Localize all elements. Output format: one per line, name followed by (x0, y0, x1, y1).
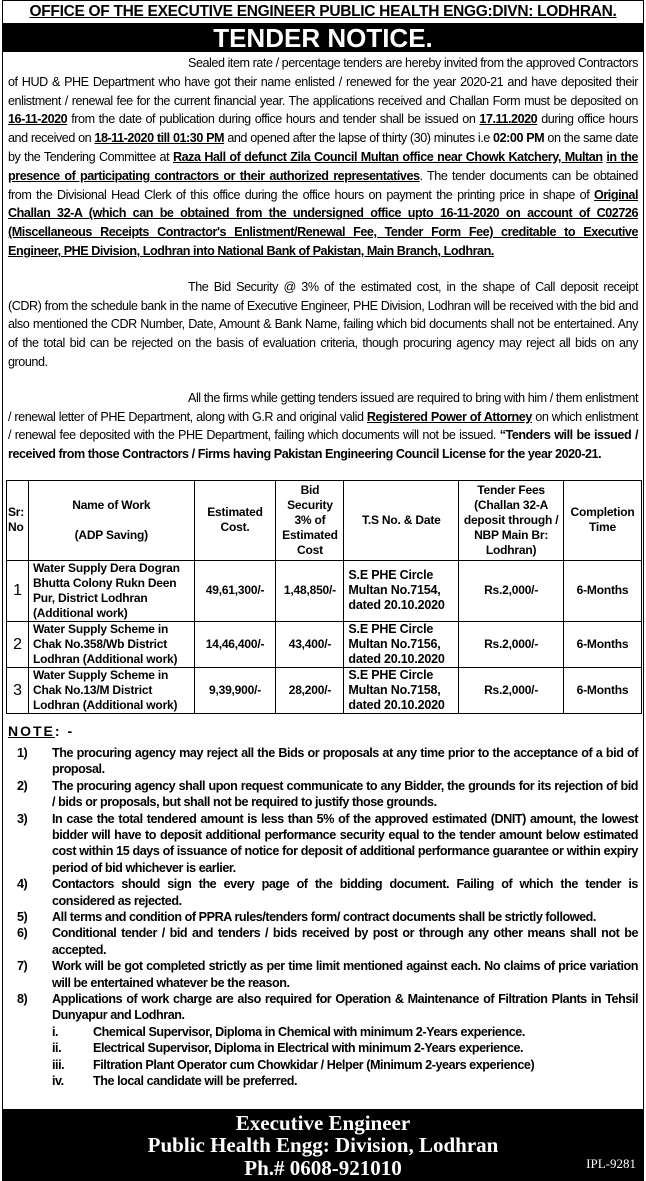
sub-item (52, 1040, 638, 1056)
note-number: 8) (17, 992, 28, 1007)
note-text: The procuring agency shall upon request communicate to any Bidder, the grounds for its rejection of bid / bids or proposals, but shall not be required to justify those grounds. (52, 778, 638, 810)
table-cell: 6-Months (564, 667, 642, 713)
note-text: The procuring agency may reject all the Bids or proposals at any time prior to the acceptance of a bid of proposal. (52, 745, 638, 777)
ad-code: IPL-9281 (586, 1155, 636, 1171)
note-text: Work will be got completed strictly as per time limit mentioned against each. No claims of price variation will be entertained whatever be the reason. (52, 959, 638, 990)
paragraph-text: Raza Hall of defunct Zila Council Multan office near Chowk Katchery, Multan (172, 149, 603, 164)
note-item (17, 909, 638, 925)
note-item (17, 778, 638, 811)
paragraph-text: Sealed item rate / percentage tenders are hereby invited from the approved Contractors of HUD & PHE Department who have got their name enlisted / renewed for the year 2020-21 and have deposited their enlistment / renewal fee for the current financial year. The applications received and Challan Form must be deposited on (8, 56, 638, 108)
column-header: Sr: No (7, 480, 29, 560)
note-item (17, 811, 638, 877)
column-header: Completion Time (564, 480, 642, 560)
sub-number: iii. (52, 1057, 65, 1072)
note-item (17, 991, 638, 1024)
sub-text: The local candidate will be preferred. (93, 1074, 298, 1089)
paragraph-text: and opened after the lapse of thirty (30) minutes i.e (224, 131, 494, 146)
table-cell: Water Supply Dera Dogran Bhutta Colony Rukn Deen Pur, District Lodhran (Additional work) (28, 560, 194, 621)
paragraph-text: in the presence of participating contractors or their authorized representatives (8, 149, 638, 183)
table-cell: 14,46,400/- (194, 621, 276, 667)
note-suffix: : - (54, 722, 75, 739)
note-number: 1) (17, 745, 28, 760)
table-cell: 6-Months (564, 560, 642, 621)
sub-number: iv. (52, 1074, 64, 1089)
notes-list (17, 745, 638, 1090)
table-cell: 43,400/- (276, 621, 344, 667)
column-header: T.S No. & Date (344, 480, 459, 560)
table-cell: 49,61,300/- (194, 560, 276, 621)
signatory-office: Public Health Engg: Division, Lodhran (147, 1133, 499, 1157)
column-header: Tender Fees (Challan 32-A deposit through / NBP Main Br: Lodhran) (459, 480, 564, 560)
note-number: 6) (17, 926, 28, 941)
note-number: 7) (17, 959, 28, 974)
table-cell: Rs.2,000/- (459, 621, 564, 667)
note-text: Conditional tender / bid and tenders / bids received by post or through any other means shall not be accepted. (52, 926, 638, 957)
paragraph-text: on which enlistment / renewal fee deposited with the PHE Department, failing which documents will not be issued. (8, 409, 638, 443)
note-item (17, 925, 638, 958)
note-number: 3) (17, 811, 28, 826)
note-item (17, 876, 638, 909)
table-row (7, 560, 642, 621)
paragraph-text: 02:00 PM (493, 131, 545, 146)
note-text: Applications of work charge are also required for Operation & Maintenance of Filtration Plants in Tehsil Dunyapur and Lodhran. (52, 992, 638, 1023)
sub-text: Electrical Supervisor, Diploma in Electrical with minimum 2-Years experience. (93, 1041, 524, 1056)
note-number: 2) (17, 778, 28, 793)
note-number: 5) (17, 910, 28, 924)
table-cell: Water Supply Scheme in Chak No.13/M District Lodhran (Additional work) (28, 667, 194, 713)
paragraph (3, 54, 643, 261)
sub-text: Filtration Plant Operator cum Chowkidar / Helper (Minimum 2-years experience) (93, 1057, 535, 1072)
sub-item (52, 1057, 638, 1073)
sub-text: Chemical Supervisor, Diploma in Chemical with minimum 2-Years experience. (93, 1024, 525, 1039)
signatory-title: Executive Engineer (235, 1110, 411, 1135)
table-cell: Rs.2,000/- (459, 667, 564, 713)
signature-block (2, 1109, 644, 1181)
paragraph-text: Original Challan 32-A (which can be obtained from the undersigned office upto 16-11-2020 on account of C02726 (Miscellaneous Receipts Contractor's Enlistment/Renewal Fee, Tender Form Fee) creditable to Executive Engineer, PHE Division, Lodhran into National Bank of Pakistan, Main Branch, Lodhran. (8, 187, 638, 258)
note-text: In case the total tendered amount is less than 5% of the approved estimated (DNIT) amount, the lowest bidder will have to deposit additional performance security equal to the tender amount below estimated cost within 15 days of issuance of notice for deposit of additional performance guarantee or within expiry period of bid whichever is earlier. (52, 811, 638, 875)
note-text: Contactors should sign the every page of the bidding document. Failing of which the tender is considered as rejected. (52, 877, 638, 908)
table-cell: S.E PHE Circle Multan No.7154, dated 20.10.2020 (344, 560, 459, 621)
table-cell: 1 (7, 560, 29, 621)
body-paragraphs (3, 52, 643, 464)
note-number: 4) (17, 877, 28, 892)
paragraph-text: 18-11-2020 till 01:30 PM (94, 131, 225, 146)
tender-notice (2, 0, 644, 1181)
note-item (17, 745, 638, 778)
paragraph-text: 16-11-2020 (8, 112, 68, 127)
table-header-row (7, 480, 642, 560)
column-header: Name of Work (ADP Saving) (28, 480, 194, 560)
table-cell: 6-Months (564, 621, 642, 667)
paragraph-text: All the firms while getting tenders issued are required to bring with him / them enlistment / renewal letter of PHE Department, along with G.R and original valid (8, 390, 638, 424)
table-cell: 2 (7, 621, 29, 667)
table-cell: 28,200/- (276, 667, 344, 713)
notice-title: TENDER NOTICE. (3, 24, 643, 52)
sub-number: i. (52, 1024, 59, 1039)
works-table (6, 480, 642, 714)
table-cell: S.E PHE Circle Multan No.7158, dated 20.10.2020 (344, 667, 459, 713)
table-cell: Rs.2,000/- (459, 560, 564, 621)
phone-number: Ph.# 0608-921010 (244, 1155, 402, 1180)
sub-item (52, 1024, 638, 1040)
note-label: NOTE (8, 722, 55, 739)
note-item (17, 958, 638, 991)
sub-list (52, 1024, 638, 1090)
office-heading: OFFICE OF THE EXECUTIVE ENGINEER PUBLIC HEALTH ENGG:DIVN: LODHRAN. (3, 1, 643, 24)
table-row (7, 667, 642, 713)
column-header: Bid Security 3% of Estimated Cost (276, 480, 344, 560)
paragraph (3, 389, 643, 464)
paragraph (3, 278, 643, 372)
paragraph-text: Registered Power of Attorney (366, 409, 532, 424)
table-cell: S.E PHE Circle Multan No.7156, dated 20.10.2020 (344, 621, 459, 667)
column-header: Estimated Cost. (194, 480, 276, 560)
table-cell: 1,48,850/- (276, 560, 344, 621)
sub-item (52, 1073, 638, 1089)
table-cell: 3 (7, 667, 29, 713)
paragraph-text: on the same date by the Tendering Committee at (8, 131, 639, 164)
spacer (3, 1089, 643, 1108)
paragraph-text: from the date of publication during office hours and tender shall be issued on (67, 112, 480, 127)
note-text: All terms and condition of PPRA rules/tenders form/ contract documents shall be strictly followed. (52, 910, 596, 924)
sub-number: ii. (52, 1041, 62, 1056)
table-row (7, 621, 642, 667)
table-cell: Water Supply Scheme in Chak No.358/Wb District Lodhran (Additional work) (28, 621, 194, 667)
table-cell: 9,39,900/- (194, 667, 276, 713)
note-heading (8, 723, 643, 739)
paragraph-text: The Bid Security @ 3% of the estimated cost, in the shape of Call deposit receipt (CDR) from the schedule bank in the name of Executive Engineer, PHE Division, Lodhran will be received with the bid and also mentioned the CDR Number, Date, Amount & Bank Name, failing which bid documents shall not be entertained. Any of the total bid can be rejected on the basis of evaluation criteria, though procuring agency may reject all bids on any ground. (8, 279, 638, 369)
paragraph-text: 17.11.2020 (479, 112, 538, 127)
paragraph-text: “Tenders will be issued / received from those Contractors / Firms having Pakistan Engineering Council License for the year 2020-21. (8, 428, 639, 462)
paragraph-text: during office hours and received on (8, 112, 638, 146)
paragraph-text: . The tender documents can be obtained from the Divisional Head Clerk of this office during the office hours on payment the printing price in shape of (8, 168, 638, 202)
